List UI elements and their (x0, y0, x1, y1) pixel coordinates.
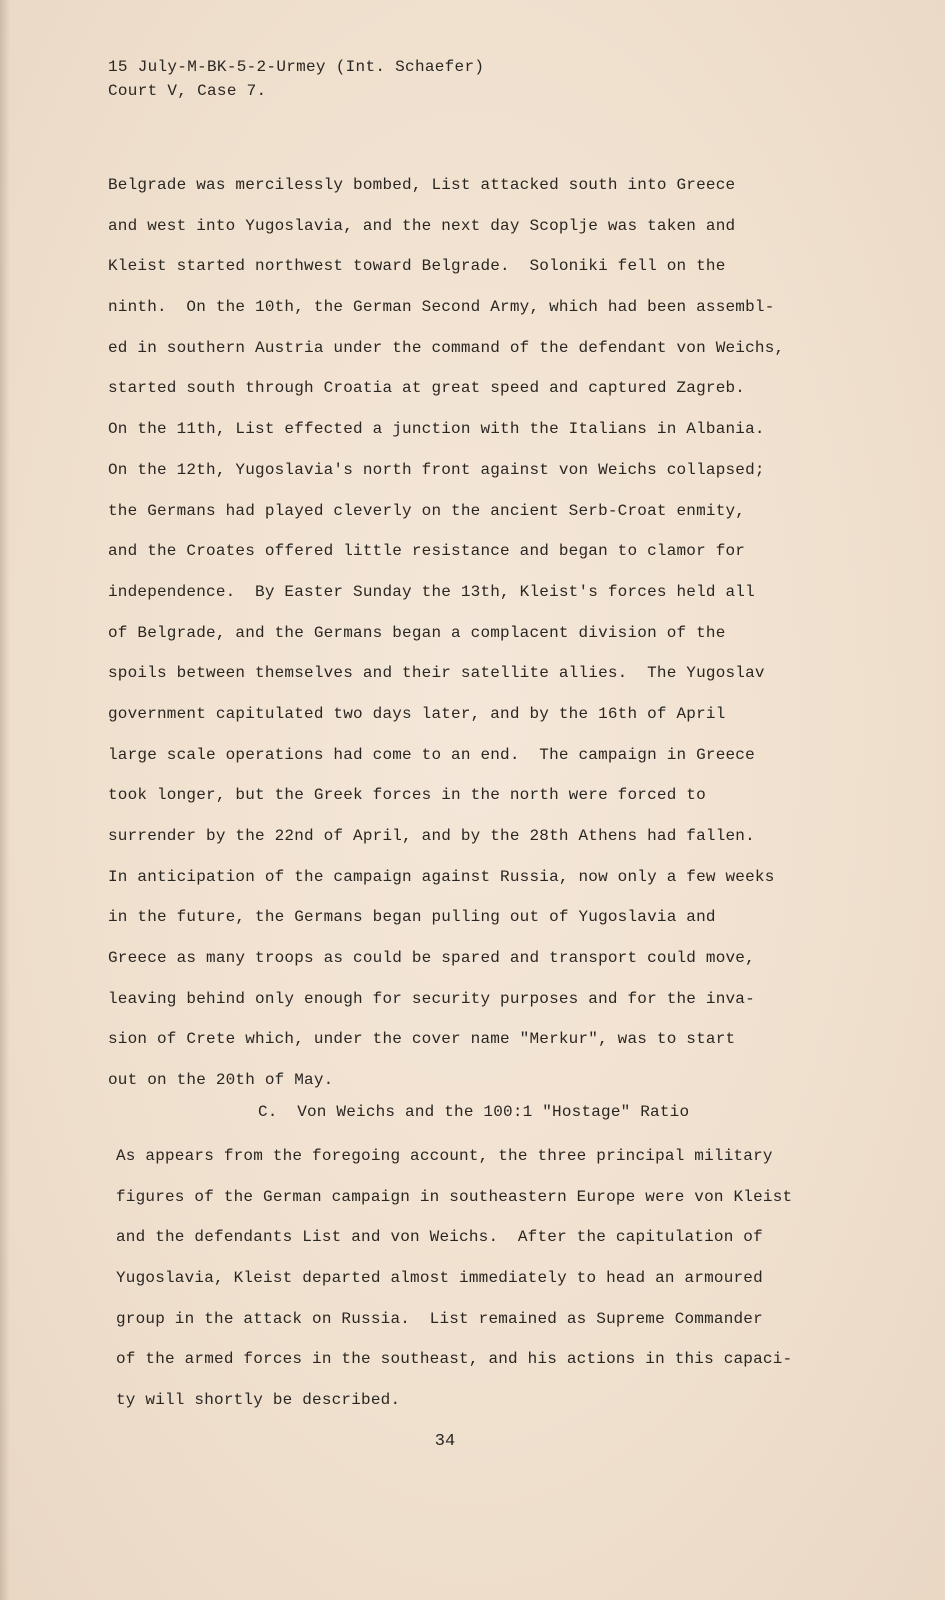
document-header (108, 55, 484, 103)
text-line: large scale operations had come to an end. The campaign in Greece (108, 745, 755, 764)
text-line: took longer, but the Greek forces in the north were forced to (108, 786, 706, 805)
text-line: surrender by the 22nd of April, and by the 28th Athens had fallen. (108, 827, 755, 845)
text-line: Kleist started northwest toward Belgrade. Soloniki fell on the (108, 257, 726, 276)
text-line: leaving behind only enough for security purposes and for the inva- (108, 989, 755, 1008)
header-line-2: Court V, Case 7. (108, 82, 267, 100)
text-line: ed in southern Austria under the command of the defendant von Weichs, (108, 338, 785, 357)
page-number: 34 (434, 1432, 456, 1451)
text-line: the Germans had played cleverly on the ancient Serb-Croat enmity, (108, 501, 746, 520)
text-line: of Belgrade, and the Germans began a complacent division of the (108, 623, 726, 642)
text-line: As appears from the foregoing account, the three principal military (116, 1147, 773, 1165)
section-heading: C. Von Weichs and the 100:1 "Hostage" Ratio (258, 1103, 690, 1121)
text-line: ninth. On the 10th, the German Second Army, which had been assembl- (108, 298, 775, 317)
text-line: government capitulated two days later, and by the 16th of April (108, 704, 726, 723)
text-line: In anticipation of the campaign against Russia, now only a few weeks (108, 867, 775, 886)
text-line: Belgrade was mercilessly bombed, List attacked south into Greece (108, 176, 736, 194)
text-line: and the Croates offered little resistance and began to clamor for (108, 542, 746, 561)
text-line: On the 11th, List effected a junction with the Italians in Albania. (108, 420, 765, 439)
text-line: and west into Yugoslavia, and the next day Scoplje was taken and (108, 216, 736, 235)
text-line: spoils between themselves and their satellite allies. The Yugoslav (108, 664, 765, 683)
text-line: in the future, the Germans began pulling out of Yugoslavia and (108, 908, 716, 927)
text-line: Greece as many troops as could be spared and transport could move, (108, 949, 755, 968)
text-line: figures of the German campaign in southeastern Europe were von Kleist (116, 1187, 793, 1206)
text-line: and the defendants List and von Weichs. After the capitulation of (116, 1228, 763, 1247)
text-line: started south through Croatia at great speed and captured Zagreb. (108, 379, 746, 398)
text-line: On the 12th, Yugoslavia's north front against von Weichs collapsed; (108, 460, 765, 479)
text-line: sion of Crete which, under the cover name "Merkur", was to start (108, 1030, 736, 1049)
text-line: independence. By Easter Sunday the 13th, Kleist's forces held all (108, 582, 755, 601)
text-line: group in the attack on Russia. List remained as Supreme Commander (116, 1309, 763, 1328)
paragraph-2 (116, 1142, 836, 1427)
text-line: Yugoslavia, Kleist departed almost immediately to head an armoured (116, 1269, 763, 1288)
text-line: ty will shortly be described. (116, 1391, 401, 1410)
header-line-1: 15 July-M-BK-5-2-Urmey (Int. Schaefer) (108, 58, 485, 76)
text-line: out on the 20th of May. (108, 1071, 334, 1090)
text-line: of the armed forces in the southeast, and his actions in this capaci- (116, 1350, 793, 1369)
paragraph-1 (108, 171, 828, 1107)
